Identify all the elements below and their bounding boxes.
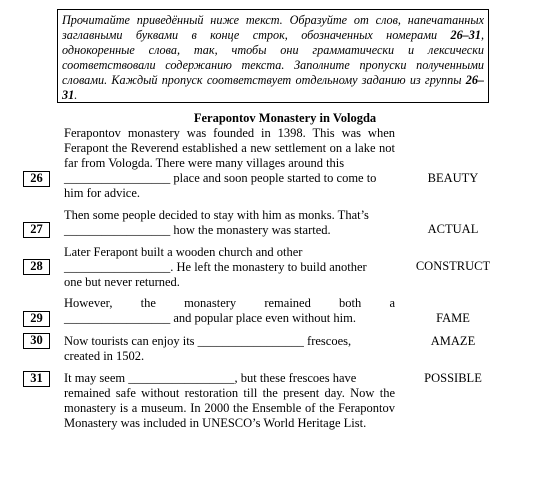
intro-text: Ferapontov monastery was founded in 1398. This was when Ferapont the Reverend established a new settlement on a lake not far from Vologda. There were many villages around this	[64, 126, 395, 170]
task-30-text-before: Now tourists can enjoy its	[64, 334, 198, 348]
instruction-range: 26–31	[450, 28, 481, 42]
task-word-29: FAME	[436, 311, 470, 325]
task-word-31: POSSIBLE	[424, 371, 482, 385]
task-number-30: 30	[23, 333, 50, 349]
task-number-29: 29	[23, 311, 50, 327]
paragraph-27	[64, 208, 395, 238]
task-28-text: . He left the monastery to build another	[170, 260, 367, 274]
paragraph-28	[64, 245, 395, 290]
blank-28[interactable]: _________________	[64, 260, 171, 274]
text-title: Ferapontov Monastery in Vologda	[193, 111, 377, 125]
task-30-text: frescoes,	[303, 334, 352, 348]
blank-29[interactable]: _________________	[64, 311, 171, 325]
task-number-28: 28	[23, 259, 50, 275]
task-27-text-before: Then some people decided to stay with him as monks. That’s	[64, 208, 369, 222]
task-31-cont: remained safe without restoration till the present day. Now the monastery is a museum. In 2000 the Ensemble of the Ferapontov Monastery was included in UNESCO’s World Heritage List.	[64, 386, 395, 430]
task-number-26: 26	[23, 171, 50, 187]
paragraph-30	[64, 334, 395, 364]
instruction-text-3: .	[74, 88, 78, 102]
blank-27[interactable]: _________________	[64, 223, 171, 237]
task-28-cont: one but never returned.	[64, 275, 180, 289]
paragraph-29-line2	[64, 311, 395, 326]
task-word-26: BEAUTY	[427, 171, 479, 185]
task-number-27: 27	[23, 222, 50, 238]
task-28-text-before: Later Ferapont built a wooden church and other	[64, 245, 303, 259]
task-word-30: AMAZE	[430, 334, 476, 348]
task-26-text: place and soon people started to come to	[170, 171, 377, 185]
paragraph-29	[64, 296, 395, 311]
instruction-box	[57, 9, 489, 103]
paragraph-26	[64, 126, 395, 201]
instruction-range-2: 26–31	[62, 73, 484, 102]
instruction-text: Прочитайте приведённый ниже текст. Образуйте от слов, напечатанных заглавными буквами в конце строк, обозначенных номерами	[62, 13, 484, 42]
task-word-28: CONSTRUCT	[415, 259, 491, 273]
paragraph-31	[64, 371, 395, 431]
task-29-text: and popular place even without him.	[170, 311, 356, 325]
task-word-27: ACTUAL	[427, 222, 479, 236]
task-26-cont: him for advice.	[64, 186, 141, 200]
blank-26[interactable]: _________________	[64, 171, 171, 185]
task-29-text-before: However, the monastery remained both a	[64, 296, 395, 310]
blank-30[interactable]: _________________	[197, 334, 304, 348]
instruction-text-2: , однокоренные слова, так, чтобы они грамматически и лексически соответствовали содержанию текста. Заполните пропуски полученными словами. Каждый пропуск соответствует отдельному заданию из группы	[62, 28, 484, 87]
task-31-text: , but these frescoes have	[234, 371, 357, 385]
task-30-cont: created in 1502.	[64, 349, 145, 363]
task-27-text: how the monastery was started.	[170, 223, 331, 237]
blank-31[interactable]: _________________	[128, 371, 235, 385]
task-number-31: 31	[23, 371, 50, 387]
task-31-text-before: It may seem	[64, 371, 129, 385]
